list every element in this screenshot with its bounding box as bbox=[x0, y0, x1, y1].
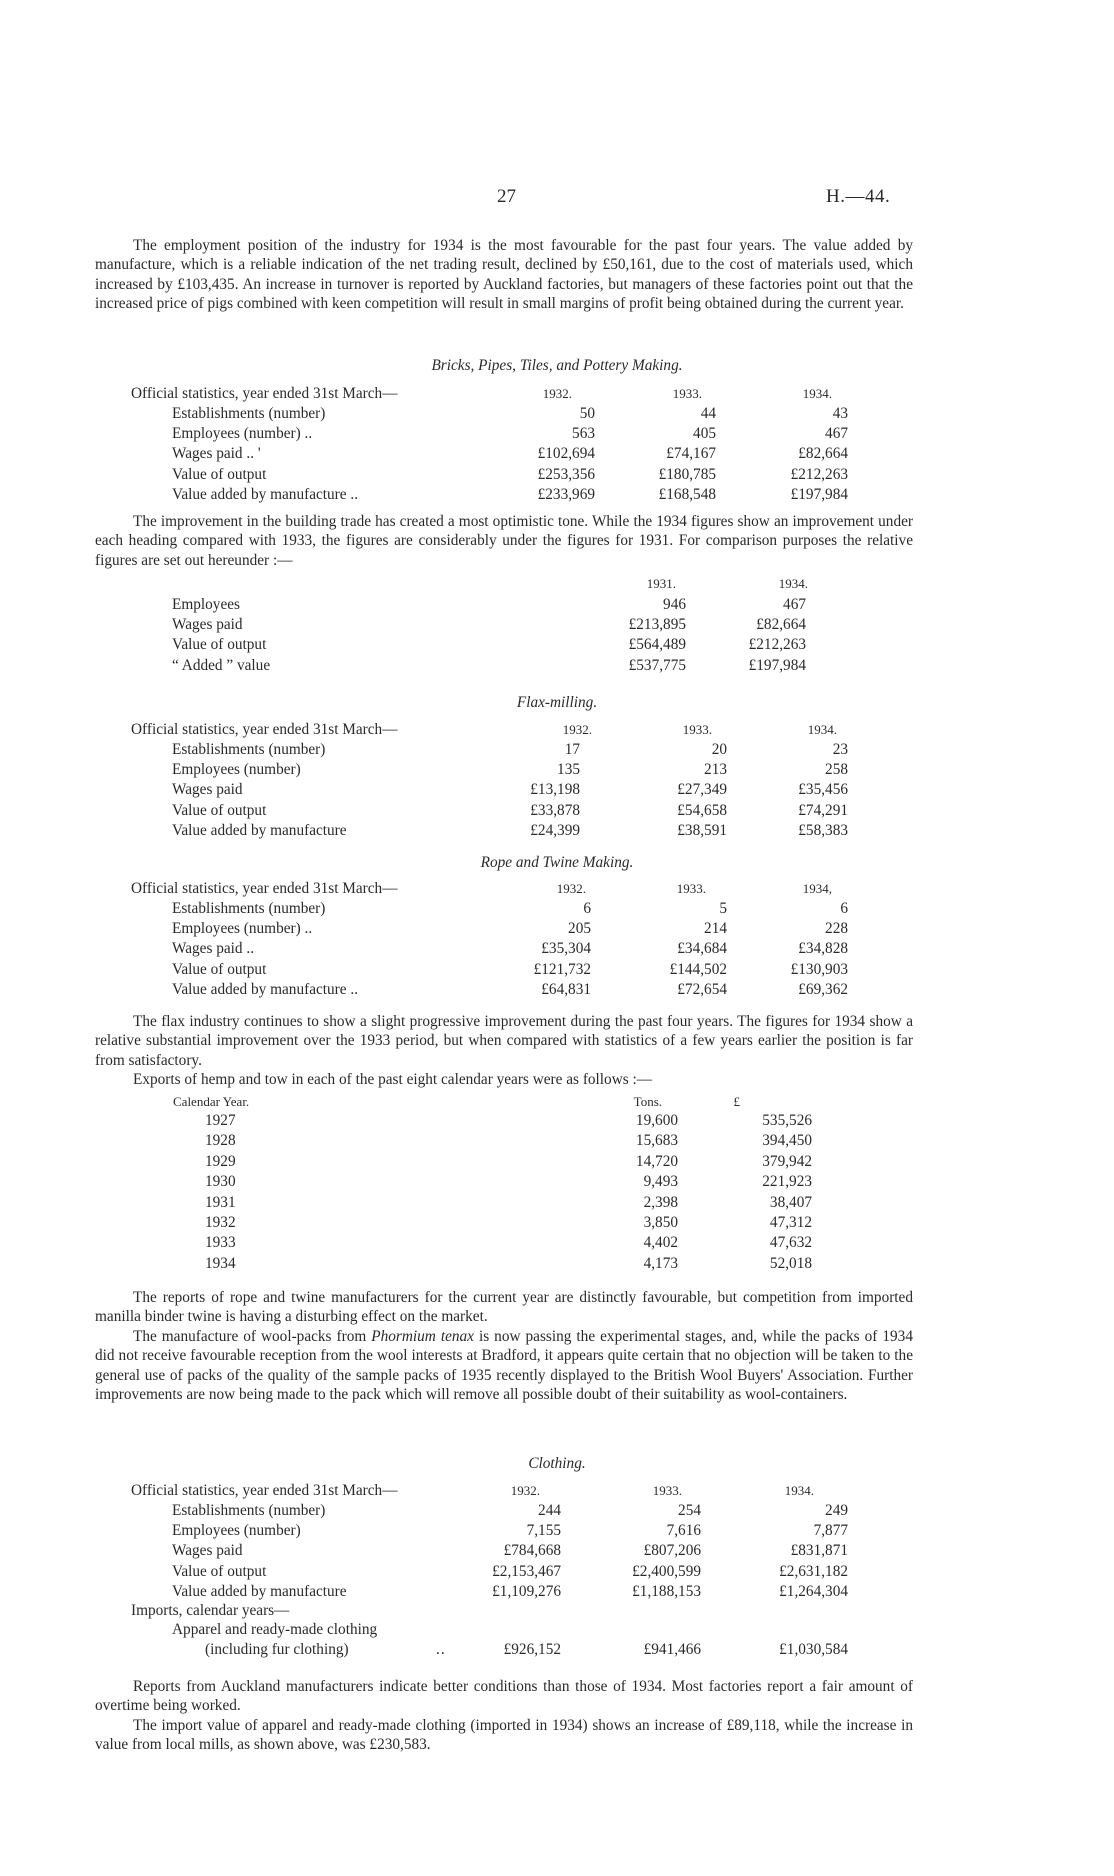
clothing-row-label: Value added by manufacture bbox=[172, 1582, 347, 1600]
flax-row-value: £58,383 bbox=[798, 821, 848, 839]
comparison-row-value: 467 bbox=[783, 596, 806, 613]
intro-paragraph-text: The employment position of the industry for 1934 is the most favourable for the past four years. The value added by manufacture, which is a reliable indication of the net trading result, declined by £50,161, due to the cost of materials used, which increased by £103,435. An increase in turnover is reported by Auckland factories, but managers of these factories point out that the increased price of pigs combined with keen competition will result in small margins of profit being obtained during the current year. bbox=[95, 237, 913, 313]
exports-row-tons: 19,600 bbox=[635, 1112, 678, 1129]
bricks-row-value: 467 bbox=[825, 425, 848, 443]
building-paragraph bbox=[95, 512, 913, 570]
clothing-row-value: £1,188,153 bbox=[632, 1582, 701, 1600]
rope-row-value: 228 bbox=[825, 920, 848, 938]
rope-paragraph-text: The reports of rope and twine manufacturers for the current year are distinctly favourable, but competition from imported manilla binder twine is having a disturbing effect on the market. bbox=[95, 1289, 913, 1326]
bricks-table-heading: Official statistics, year ended 31st March— bbox=[131, 385, 398, 402]
rope-table-heading: Official statistics, year ended 31st March— bbox=[131, 880, 398, 897]
exports-row-year: 1927 bbox=[205, 1112, 236, 1129]
comparison-row-value: £212,263 bbox=[748, 636, 806, 654]
flax-paragraph-text: The flax industry continues to show a slight progressive improvement during the past four years. The figures for 1934 show a relative substantial improvement over the 1933 period, but when compared with statistics of a few years earlier the position is far from satisfactory. bbox=[95, 1013, 913, 1069]
rope-paragraph bbox=[95, 1288, 913, 1404]
flax-row-value: £54,658 bbox=[677, 801, 727, 819]
flax-row-value: £74,291 bbox=[798, 801, 848, 819]
closing-paragraph-text-1: Reports from Auckland manufacturers indicate better conditions than those of 1934. Most factories report a fair amount of overtime being worked. bbox=[95, 1678, 913, 1715]
bricks-year-header: 1932. bbox=[542, 386, 572, 401]
comparison-row-value: £564,489 bbox=[628, 636, 686, 654]
comparison-row-value: 946 bbox=[663, 596, 686, 613]
comparison-row-value: £213,895 bbox=[628, 616, 686, 634]
exports-row-tons: 15,683 bbox=[635, 1132, 678, 1150]
clothing-year-header: 1933. bbox=[652, 1483, 682, 1498]
exports-intro-text: Exports of hemp and tow in each of the past eight calendar years were as follows :— bbox=[133, 1071, 653, 1089]
exports-row-year: 1928 bbox=[205, 1132, 236, 1150]
bricks-row-value: £253,356 bbox=[537, 465, 595, 483]
flax-row-value: £33,878 bbox=[530, 801, 580, 819]
exports-header-pounds: £ bbox=[733, 1094, 740, 1109]
clothing-row-value: 249 bbox=[825, 1502, 848, 1519]
bricks-row-value: 50 bbox=[579, 405, 595, 422]
flax-year-header: 1932. bbox=[562, 722, 592, 737]
bricks-row-value: £212,263 bbox=[790, 465, 848, 483]
rope-row-value: £121,732 bbox=[533, 960, 591, 978]
clothing-row-value: £1,264,304 bbox=[779, 1582, 848, 1600]
clothing-row-label: Wages paid bbox=[172, 1542, 243, 1560]
intro-paragraph bbox=[95, 236, 913, 314]
rope-row-value: 6 bbox=[840, 900, 848, 917]
bricks-row-label: Value added by manufacture .. bbox=[172, 485, 359, 503]
bricks-row-value: £102,694 bbox=[537, 445, 595, 463]
exports-row-tons: 9,493 bbox=[643, 1173, 678, 1191]
bricks-row-label: Establishments (number) bbox=[172, 405, 326, 422]
flax-row-value: £35,456 bbox=[798, 781, 848, 799]
exports-row-year: 1929 bbox=[205, 1152, 236, 1170]
comparison-row-label: Wages paid bbox=[172, 616, 243, 634]
flax-row-value: 213 bbox=[704, 761, 727, 779]
comparison-year-header: 1931. bbox=[646, 576, 676, 591]
exports-row-tons: 4,402 bbox=[643, 1234, 678, 1252]
bricks-row-value: 563 bbox=[572, 425, 595, 443]
comparison-year-header: 1934. bbox=[778, 576, 808, 591]
clothing-row-value: 254 bbox=[678, 1502, 701, 1519]
exports-row-pounds: 379,942 bbox=[762, 1152, 812, 1170]
rope-row-label: Establishments (number) bbox=[172, 900, 326, 917]
rope-row-value: £35,304 bbox=[541, 940, 591, 958]
bricks-year-header: 1934. bbox=[802, 386, 832, 401]
flax-year-header: 1934. bbox=[807, 722, 837, 737]
flax-row-value: 20 bbox=[711, 741, 727, 758]
bricks-row-value: 44 bbox=[700, 405, 716, 422]
woolpack-paragraph-text bbox=[95, 1327, 913, 1405]
exports-row-tons: 4,173 bbox=[643, 1254, 678, 1272]
exports-header-tons: Tons. bbox=[633, 1094, 662, 1109]
flax-row-label: Employees (number) bbox=[172, 761, 301, 779]
rope-section-title: Rope and Twine Making. bbox=[480, 854, 634, 871]
bricks-row-value: £74,167 bbox=[666, 445, 716, 463]
exports-row-year: 1933 bbox=[205, 1234, 236, 1252]
bricks-row-label: Wages paid .. ' bbox=[172, 445, 261, 463]
clothing-row-value: £2,153,467 bbox=[492, 1562, 561, 1580]
clothing-table-heading: Official statistics, year ended 31st March— bbox=[131, 1482, 398, 1499]
rope-row-label: Wages paid .. bbox=[172, 940, 255, 958]
bricks-row-value: 43 bbox=[832, 405, 848, 422]
clothing-row-value: £2,400,599 bbox=[632, 1562, 701, 1580]
rope-row-value: 205 bbox=[568, 920, 591, 938]
rope-row-label: Employees (number) .. bbox=[172, 920, 313, 938]
rope-row-value: £34,684 bbox=[677, 940, 727, 958]
clothing-imports-label-1: Apparel and ready-made clothing bbox=[172, 1621, 378, 1638]
rope-row-value: £72,654 bbox=[677, 980, 727, 998]
bricks-row-value: £168,548 bbox=[658, 485, 716, 503]
rope-row-value: £130,903 bbox=[790, 960, 848, 978]
clothing-row-value: 7,155 bbox=[526, 1522, 561, 1540]
exports-row-pounds: 535,526 bbox=[762, 1112, 812, 1129]
bricks-row-value: 405 bbox=[693, 425, 716, 443]
flax-row-value: 17 bbox=[564, 741, 580, 758]
closing-paragraph bbox=[95, 1677, 913, 1755]
comparison-row-value: £82,664 bbox=[756, 616, 806, 634]
exports-row-tons: 3,850 bbox=[643, 1214, 678, 1231]
clothing-imports-value-1934: £1,030,584 bbox=[779, 1641, 848, 1658]
rope-year-header: 1933. bbox=[676, 881, 706, 896]
woolpack-text-end: is now passing the experimental stages, and, while the packs of 1934 did not receive favourable reception from the wool interests at Bradford, it appears quite certain that no objection will be taken to the general use of packs of the quality of the sample packs of 1935 recently displayed to the British Wool Buyers' Association. Further improvements are now being made to the pack which will remove all possible doubt of their suitability as wool-containers. bbox=[95, 1327, 913, 1404]
clothing-year-header: 1932. bbox=[510, 1483, 540, 1498]
flax-row-value: 23 bbox=[832, 741, 848, 758]
flax-row-label: Value of output bbox=[172, 801, 267, 819]
exports-row-year: 1931 bbox=[205, 1193, 236, 1211]
rope-row-value: 5 bbox=[719, 900, 727, 917]
clothing-row-label: Employees (number) bbox=[172, 1522, 301, 1540]
clothing-imports-value-1933: £941,466 bbox=[643, 1641, 701, 1658]
clothing-imports-leader-dots: .. bbox=[436, 1641, 446, 1658]
page-number: 27 bbox=[497, 186, 516, 207]
exports-row-year: 1930 bbox=[205, 1173, 236, 1191]
clothing-imports-value-1932: £926,152 bbox=[503, 1641, 561, 1658]
exports-row-pounds: 47,632 bbox=[769, 1234, 812, 1252]
clothing-row-value: 244 bbox=[538, 1502, 561, 1519]
bricks-row-label: Value of output bbox=[172, 465, 267, 483]
comparison-row-label: Employees bbox=[172, 596, 240, 613]
rope-row-value: £144,502 bbox=[669, 960, 727, 978]
exports-row-pounds: 38,407 bbox=[769, 1193, 812, 1211]
clothing-imports-label-2: (including fur clothing) bbox=[205, 1641, 349, 1658]
bricks-row-value: £180,785 bbox=[658, 465, 716, 483]
building-paragraph-text: The improvement in the building trade has created a most optimistic tone. While the 1934 figures show an improvement under each heading compared with 1933, the figures are considerably under the figures for 1931. For comparison purposes the relative figures are set out hereunder :— bbox=[95, 513, 913, 569]
bricks-row-value: £233,969 bbox=[537, 485, 595, 503]
clothing-row-value: £2,631,182 bbox=[779, 1562, 848, 1580]
exports-row-pounds: 52,018 bbox=[769, 1254, 812, 1272]
rope-year-header: 1932. bbox=[556, 881, 586, 896]
clothing-row-value: 7,616 bbox=[666, 1522, 701, 1540]
clothing-row-value: 7,877 bbox=[813, 1522, 848, 1540]
exports-row-pounds: 47,312 bbox=[769, 1214, 812, 1231]
rope-row-value: £34,828 bbox=[798, 940, 848, 958]
clothing-row-label: Establishments (number) bbox=[172, 1502, 326, 1519]
bricks-year-header: 1933. bbox=[672, 386, 702, 401]
exports-row-year: 1932 bbox=[205, 1214, 236, 1231]
flax-row-value: £24,399 bbox=[530, 821, 580, 839]
rope-row-label: Value of output bbox=[172, 960, 267, 978]
bricks-row-value: £197,984 bbox=[790, 485, 848, 503]
bricks-row-label: Employees (number) .. bbox=[172, 425, 313, 443]
exports-row-pounds: 394,450 bbox=[762, 1132, 812, 1150]
flax-year-header: 1933. bbox=[682, 722, 712, 737]
flax-row-value: 135 bbox=[557, 761, 580, 779]
woolpack-species-name: Phormium tenax bbox=[371, 1327, 474, 1345]
comparison-row-value: £197,984 bbox=[748, 656, 806, 674]
exports-row-year: 1934 bbox=[205, 1254, 236, 1272]
rope-row-value: £64,831 bbox=[541, 980, 591, 998]
bricks-row-value: £82,664 bbox=[798, 445, 848, 463]
exports-row-tons: 2,398 bbox=[643, 1193, 678, 1211]
flax-row-label: Value added by manufacture bbox=[172, 821, 347, 839]
clothing-row-value: £1,109,276 bbox=[492, 1582, 561, 1600]
rope-row-value: 6 bbox=[583, 900, 591, 917]
flax-section-title: Flax-milling. bbox=[516, 694, 598, 711]
rope-row-value: £69,362 bbox=[798, 980, 848, 998]
clothing-row-value: £784,668 bbox=[503, 1542, 561, 1560]
exports-row-tons: 14,720 bbox=[635, 1152, 678, 1170]
document-reference: H.—44. bbox=[826, 186, 891, 207]
comparison-row-label: Value of output bbox=[172, 636, 267, 654]
flax-table-heading: Official statistics, year ended 31st March— bbox=[131, 721, 398, 738]
flax-paragraph bbox=[95, 1012, 913, 1090]
clothing-imports-heading: Imports, calendar years— bbox=[131, 1602, 290, 1619]
clothing-row-label: Value of output bbox=[172, 1562, 267, 1580]
exports-header-year: Calendar Year. bbox=[173, 1094, 250, 1109]
flax-row-value: £38,591 bbox=[677, 821, 727, 839]
clothing-row-value: £807,206 bbox=[643, 1542, 701, 1560]
flax-row-label: Establishments (number) bbox=[172, 741, 326, 758]
comparison-row-label: “ Added ” value bbox=[172, 656, 271, 674]
bricks-section-title: Bricks, Pipes, Tiles, and Pottery Making. bbox=[431, 357, 683, 374]
comparison-row-value: £537,775 bbox=[628, 656, 686, 674]
woolpack-text-start: The manufacture of wool-packs from bbox=[133, 1327, 372, 1345]
flax-row-label: Wages paid bbox=[172, 781, 243, 799]
flax-row-value: 258 bbox=[825, 761, 848, 779]
clothing-row-value: £831,871 bbox=[790, 1542, 848, 1560]
exports-row-pounds: 221,923 bbox=[762, 1173, 812, 1191]
rope-row-value: 214 bbox=[704, 920, 727, 938]
closing-paragraph-text-2: The import value of apparel and ready-made clothing (imported in 1934) shows an increase of £89,118, while the increase in value from local mills, as shown above, was £230,583. bbox=[95, 1716, 913, 1754]
rope-year-header: 1934, bbox=[802, 881, 832, 896]
flax-row-value: £13,198 bbox=[530, 781, 580, 799]
rope-row-label: Value added by manufacture .. bbox=[172, 980, 359, 998]
flax-row-value: £27,349 bbox=[677, 781, 727, 799]
clothing-section-title: Clothing. bbox=[528, 1455, 586, 1472]
clothing-year-header: 1934. bbox=[784, 1483, 814, 1498]
